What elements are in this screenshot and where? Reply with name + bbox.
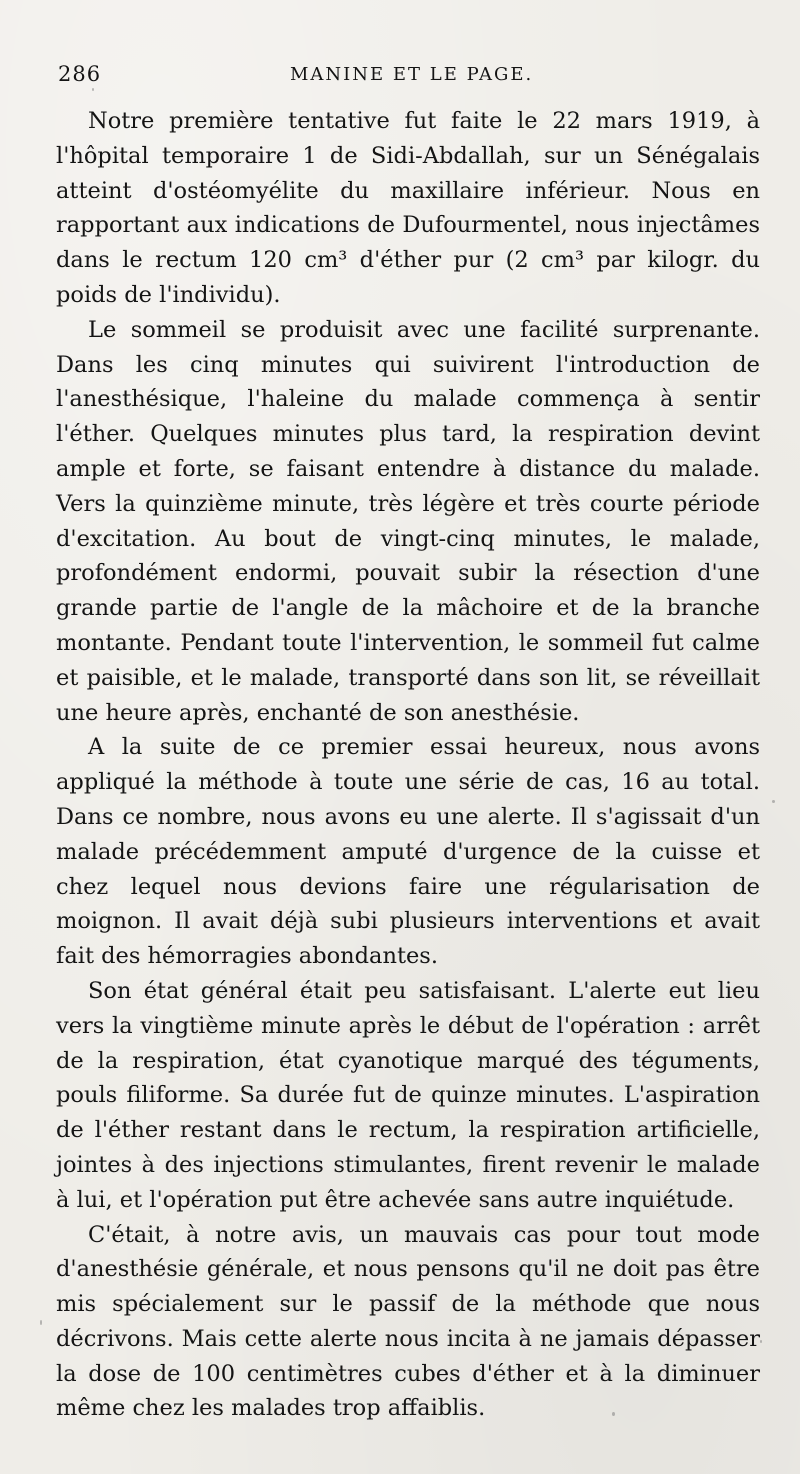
body-text — [56, 104, 760, 1426]
paragraph-series: A la suite de ce premier essai heureux, nous avons appliqué la méthode à toute une série de cas, 16 au total. Dans ce nombre, nous avons eu une alerte. Il s'agissait d'un malade précédemment amputé d'urgence de la cuisse et chez lequel nous devions faire une régularisation de moignon. Il avait déjà subi plusieurs interventions et avait fait des hémorragies abondantes. — [56, 734, 760, 970]
scan-speck — [612, 1412, 615, 1416]
page-number: 286 — [58, 62, 102, 86]
paragraph-first-attempt: Notre première tentative fut faite le 22 mars 1919, à l'hôpital temporaire 1 de Sidi-Abdallah, sur un Sénégalais atteint d'ostéomyélite du maxillaire inférieur. Nous en rapportant aux indications de Dufourmentel, nous injectâmes dans le rectum 120 cm³ d'éther pur (2 cm³ par kilogr. du poids de l'individu). — [56, 108, 760, 308]
running-header — [58, 62, 758, 96]
scan-speck — [760, 1340, 762, 1343]
paragraph-alert: Son état général était peu satisfaisant. L'alerte eut lieu vers la vingtième minute après le début de l'opération : arrêt de la respiration, état cyanotique marqué des téguments, pouls filiforme. Sa durée fut de quinze minutes. L'aspiration de l'éther restant dans le rectum, la respiration artificielle, jointes à des injections stimulantes, firent revenir le malade à lui, et l'opération put être achevée sans autre inquiétude. — [56, 977, 760, 1213]
scan-speck — [40, 1320, 42, 1325]
scan-speck — [772, 800, 775, 803]
paragraph-conclusion: C'était, à notre avis, un mauvais cas pour tout mode d'anesthésie générale, et nous pensons qu'il ne doit pas être mis spécialement sur le passif de la méthode que nous décrivons. Mais cette alerte nous incita à ne jamais dépasser la dose de 100 centimètres cubes d'éther et à la diminuer même chez les malades trop affaiblis. — [56, 1221, 760, 1422]
paragraph-sleep: Le sommeil se produisit avec une facilité surprenante. Dans les cinq minutes qui suivirent l'introduction de l'anesthésique, l'haleine du malade commença à sentir l'éther. Quelques minutes plus tard, la respiration devint ample et forte, se faisant entendre à distance du malade. Vers la quinzième minute, très légère et très courte période d'excitation. Au bout de vingt-cinq minutes, le malade, profondément endormi, pouvait subir la résection d'une grande partie de l'angle de la mâchoire et de la branche montante. Pendant toute l'intervention, le sommeil fut calme et paisible, et le malade, transporté dans son lit, se réveillait une heure après, enchanté de son anesthésie. — [56, 316, 760, 726]
scan-speck — [92, 88, 94, 91]
running-title: MANINE ET LE PAGE. — [290, 64, 534, 85]
